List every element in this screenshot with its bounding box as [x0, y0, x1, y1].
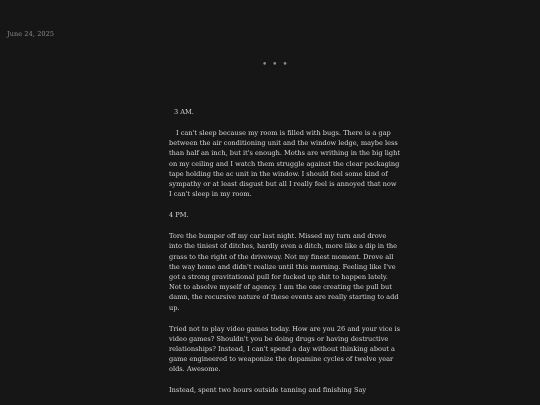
entry-paragraph: Tore the bumper off my car last night. Missed my turn and drove into the tiniest of ditches, hardly even a ditch, more like a dip in the grass to the right of the driveway. Not my finest moment. Drove all the way home and didn't realize until this morning. Feeling like I've got a strong gravitational pull for fucked up shit to happen lately. Not to absolve myself of agency. I am the one creating the pull but damn, the recursive nature of these events are really starting to add up. — [169, 232, 399, 312]
entry-time-heading: 3 AM. — [174, 108, 194, 116]
section-separator: • • • — [262, 60, 289, 70]
journal-entry — [169, 107, 401, 405]
post-date: June 24, 2025 — [7, 30, 55, 38]
entry-paragraph: Instead, spent two hours outside tanning and finishing Say — [169, 386, 367, 395]
entry-paragraph: Tried not to play video games today. How are you 26 and your vice is video games? Shouldn't you be doing drugs or having destructive relationships? Instead, I can't spend a day without thinking about a game engineered to weaponize the dopamine cycles of twelve year olds. Awesome. — [169, 324, 401, 374]
entry-paragraph: I can't sleep because my room is filled with bugs. There is a gap between the air conditioning unit and the window ledge, maybe less than half an inch, but it's enough. Moths are writhing in the big light on my ceiling and I watch them struggle against the clear packaging tape holding the ac unit in the window. I should feel some kind of sympathy or at least disgust but all I really feel is annoyed that now I can't sleep in my room. — [169, 129, 401, 199]
entry-time-heading: 4 PM. — [169, 211, 189, 220]
